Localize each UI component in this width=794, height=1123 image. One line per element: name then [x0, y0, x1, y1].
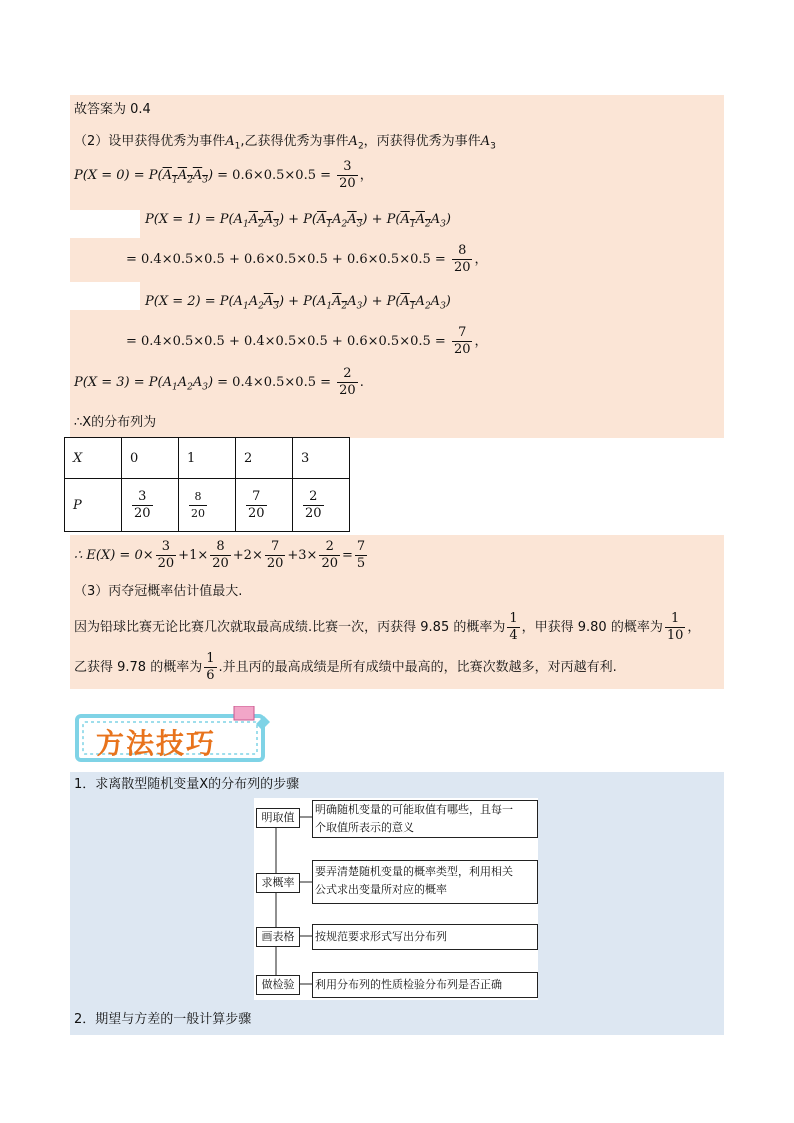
table-cell: X: [65, 438, 122, 479]
eq-px0: $P(X = 0) = P(A_1A_2A_3) = 0.6\times 0.5\times 0.5$ = $\frac{3}{20}$ ，: [74, 159, 373, 191]
table-cell: $\frac{2}{20}$: [293, 479, 350, 532]
flow-box-2: 要弄清楚随机变量的概率类型，利用相关 公式求出变量所对应的概率: [312, 860, 538, 904]
flow-label-2: 求概率: [256, 873, 300, 893]
eq-px0-prod: 0.6×0.5×0.5 =: [232, 168, 332, 183]
part3: （3）丙夺冠概率估计值最大.: [74, 584, 243, 599]
reason-line-2: 乙获得 9.78 的概率为 $\frac{1}{6}$ .并且丙的最高成绩是所有成绩中最高的，比赛次数越多，对丙越有利.: [74, 651, 617, 683]
eq-px2-body: = 0.4×0.5×0.5 + 0.4×0.5×0.5 + 0.6×0.5×0.5 =: [126, 334, 446, 349]
eq-px0-lhs: P(X = 0) = P(: [74, 168, 163, 183]
eq-px1-frac: $\frac{8}{20}$: [453, 243, 471, 275]
part2-mid2: ，丙获得优秀为事件: [363, 134, 481, 149]
flow-label-4: 做检验: [256, 975, 300, 995]
table-cell: P: [65, 479, 122, 532]
flow-box-1: 明确随机变量的可能取值有哪些，且每一 个取值所表示的意义: [312, 800, 538, 838]
event-a3-sub: 3: [490, 141, 496, 152]
eq-px3-lhs: P(X = 3) = P(: [74, 375, 163, 390]
event-a1-sub: 1: [234, 141, 241, 152]
method-banner: [74, 706, 272, 764]
banner-title: 方法技巧: [96, 727, 217, 760]
flow-label-1: 明取值: [256, 808, 300, 828]
flow-label-3: 画表格: [256, 927, 300, 947]
eq-px1-lhs: P(X = 1) =: [145, 212, 220, 227]
part2-intro: [74, 133, 496, 156]
eq-px2-value: = 0.4×0.5×0.5 + 0.4×0.5×0.5 + 0.6×0.5×0.5 = $\frac{7}{20}$ ，: [126, 325, 488, 357]
flow-box-3: 按规范要求形式写出分布列: [312, 924, 538, 950]
table-row: [65, 438, 350, 479]
method-step-2-title: 2．期望与方差的一般计算步骤: [74, 1012, 252, 1027]
dist-intro: ∴X的分布列为: [74, 415, 157, 430]
table-cell: 0: [122, 438, 179, 479]
flow-box-4: 利用分布列的性质检验分布列是否正确: [312, 972, 538, 998]
part2-mid1: ,乙获得优秀为事件: [240, 134, 349, 149]
eq-px2-lhs: P(X = 2) =: [145, 294, 220, 309]
event-a1: A: [225, 134, 235, 149]
expectation-eq: ∴ E(X) = 0× $\frac{3}{20}$ +1× $\frac{8}{20}$ +2× $\frac{7}{20}$ +3× $\frac{2}{20}$ = $\frac{7}{5}$: [74, 539, 366, 571]
eq-px3-prod: 0.4×0.5×0.5 =: [232, 375, 332, 390]
table-cell: $\frac{7}{20}$: [236, 479, 293, 532]
flowchart: [254, 798, 538, 1000]
eq-px3-frac: $\frac{2}{20}$: [339, 366, 356, 398]
eq-px2-terms: $P(X = 2) = P(A_1A_2A_3) + P(A_1A_2A_3) + P(A_1A_2A_3)$: [145, 294, 451, 312]
event-a3: A: [480, 134, 491, 149]
method-step-1-title: 1．求离散型随机变量X的分布列的步骤: [74, 777, 300, 792]
eq-px3: $P(X = 3) = P(A_1A_2A_3) = 0.4\times 0.5\times 0.5$ = $\frac{2}{20}$ .: [74, 366, 364, 398]
part2-prefix: （2）设甲获得优秀为事件: [74, 134, 226, 149]
eq-px1-terms: $P(X = 1) = P(A_1A_2A_3) + P(A_1A_2A_3) + P(A_1A_2A_3)$: [145, 212, 451, 230]
expect-lhs: ∴ E(X) = 0×: [74, 548, 154, 563]
eq-px1-body: = 0.4×0.5×0.5 + 0.6×0.5×0.5 + 0.6×0.5×0.5 =: [126, 252, 446, 267]
event-a2-sub: 2: [357, 141, 364, 152]
table-cell: 2: [236, 438, 293, 479]
distribution-table: [64, 437, 350, 532]
event-a2: A: [348, 134, 358, 149]
answer-line: 故答案为 0.4: [74, 102, 151, 117]
eq-px2-frac: $\frac{7}{20}$: [453, 325, 471, 357]
table-cell: $\frac{3}{20}$: [122, 479, 179, 532]
table-cell: 1: [179, 438, 236, 479]
table-cell: $\frac{8}{20}$: [179, 479, 236, 532]
eq-px1-value: = 0.4×0.5×0.5 + 0.6×0.5×0.5 + 0.6×0.5×0.5 = $\frac{8}{20}$ ，: [126, 243, 488, 275]
eq-px0-frac: $\frac{3}{20}$: [339, 159, 356, 191]
table-row: [65, 479, 350, 532]
reason-line-1: 因为铅球比赛无论比赛几次就取最高成绩.比赛一次，丙获得 9.85 的概率为 $\frac{1}{4}$ ，甲获得 9.80 的概率为 $\frac{1}{10}$ ，: [74, 611, 701, 643]
table-cell: 3: [293, 438, 350, 479]
